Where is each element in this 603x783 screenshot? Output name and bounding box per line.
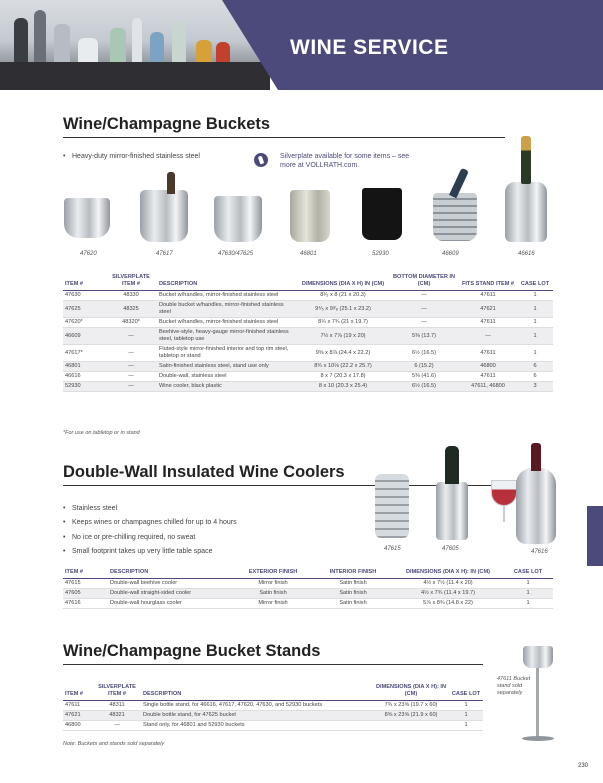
bottle-icon (531, 443, 541, 471)
table-cell: 5⅜ (41.6) (389, 372, 459, 382)
table-cell: — (389, 291, 459, 301)
section-title-stands: Wine/Champagne Bucket Stands (63, 642, 321, 660)
table-cell: 6 (15.2) (389, 362, 459, 372)
table-cell: 1 (517, 318, 553, 328)
table-cell: 47611 (459, 291, 517, 301)
table-cell: — (105, 372, 157, 382)
table-cell: 1 (449, 721, 483, 731)
table-cell: Mirror finish (233, 599, 313, 609)
table-row (63, 345, 553, 362)
table-cell: Wine cooler, black plastic (157, 382, 297, 392)
table-cell: 3 (517, 382, 553, 392)
stands-footnote: Note: Buckets and stands sold separately (63, 741, 165, 747)
coolers-table (63, 567, 553, 609)
column-header: SILVERPLATE ITEM # (105, 272, 157, 291)
wine-bottle-icon (445, 446, 459, 484)
feature-item: • No ice or pre-chilling required, no sweat (63, 531, 237, 545)
table-cell: 6½ (16.5) (389, 382, 459, 392)
product-image-46609 (433, 193, 477, 241)
column-header: CASE LOT (503, 567, 553, 579)
cooler-features (63, 502, 237, 559)
table-cell: Double bucket w/handles, mirror-finished stainless steel (157, 301, 297, 318)
table-footnote: *For use on tabletop or in stand (63, 430, 140, 436)
table-cell: 5⅞ x 8¾ (14.8 x 22) (393, 599, 503, 609)
table-cell: 47620* (63, 318, 105, 328)
table-header-row (63, 567, 553, 579)
table-cell: 6½ (16.5) (389, 345, 459, 362)
table-cell: 1 (517, 301, 553, 318)
table-cell: 47621 (459, 301, 517, 318)
table-cell: Double-wall, stainless steel (157, 372, 297, 382)
table-cell (373, 721, 449, 731)
bucket-features (63, 153, 200, 160)
table-row (63, 589, 553, 599)
column-header: EXTERIOR FINISH (233, 567, 313, 579)
caption-47616: 47616 (531, 549, 548, 555)
feature-item: • Stainless steel (63, 502, 237, 516)
page-number: 230 (578, 763, 589, 769)
table-cell: 47605 (63, 589, 108, 599)
table-cell: 5⅜ (13.7) (389, 328, 459, 345)
table-cell: 9⁴⁄₅ x 9³⁄₈ (25.1 x 23.2) (297, 301, 389, 318)
table-cell: — (93, 721, 141, 731)
table-cell: 1 (517, 328, 553, 345)
table-cell: Beehive-style, heavy-gauge mirror-finished stainless steel, tabletop use (157, 328, 297, 345)
table-cell: 52930 (63, 382, 105, 392)
caption-47617: 47617 (156, 251, 173, 257)
stand-caption: 47611 Bucket stand sold separately (497, 676, 531, 696)
table-cell: 1 (503, 579, 553, 589)
buckets-table (63, 272, 553, 392)
column-header: DESCRIPTION (108, 567, 233, 579)
table-cell: — (105, 328, 157, 345)
table-cell: — (105, 345, 157, 362)
column-header: CASE LOT (517, 272, 553, 291)
table-cell: 47611 (459, 345, 517, 362)
table-cell: 7¾ x 23⅝ (19.7 x 60) (373, 701, 449, 711)
table-cell: 4½ x 7¾ (11.4 x 19.7) (393, 589, 503, 599)
table-cell: 46800 (459, 362, 517, 372)
table-cell: Satin-finished stainless steel, stand use only (157, 362, 297, 372)
table-cell: — (389, 301, 459, 318)
column-header: DESCRIPTION (157, 272, 297, 291)
table-cell: 47617* (63, 345, 105, 362)
column-header: SILVERPLATE ITEM # (93, 682, 141, 701)
feature-item: • Heavy-duty mirror-finished stainless steel (63, 153, 200, 160)
table-cell: 1 (449, 701, 483, 711)
table-row (63, 318, 553, 328)
table-cell: Bucket w/handles, mirror-finished stainless steel (157, 318, 297, 328)
product-image-46801 (290, 190, 330, 242)
table-cell: 47630 (63, 291, 105, 301)
table-cell: 47611 (63, 701, 93, 711)
product-image-47617 (140, 190, 188, 242)
table-cell: — (459, 328, 517, 345)
table-cell: Satin finish (313, 599, 393, 609)
table-cell: 46801 (63, 362, 105, 372)
section-title-coolers: Double-Wall Insulated Wine Coolers (63, 463, 345, 481)
table-cell: 1 (517, 345, 553, 362)
table-cell: 47621 (63, 711, 93, 721)
table-cell: Single bottle stand, for 46616, 47617, 47620, 47630, and 52930 buckets (141, 701, 373, 711)
caption-47605: 47605 (442, 546, 459, 552)
product-image-52930 (362, 188, 402, 240)
table-row (63, 382, 553, 392)
product-image-47605 (436, 482, 468, 540)
table-cell: 8¹⁄₅ x 8 (21 x 20.3) (297, 291, 389, 301)
table-cell: 47616 (63, 599, 108, 609)
caption-47620: 47620 (80, 251, 97, 257)
table-row (63, 301, 553, 318)
table-cell: 48320* (105, 318, 157, 328)
table-cell: 1 (449, 711, 483, 721)
column-header: ITEM # (63, 682, 93, 701)
table-cell: 4½ x 7½ (11.4 x 20) (393, 579, 503, 589)
table-row (63, 372, 553, 382)
column-header: INTERIOR FINISH (313, 567, 393, 579)
column-header: FITS STAND ITEM # (459, 272, 517, 291)
table-cell: 48311 (93, 701, 141, 711)
table-cell: 8 x 10 (20.3 x 25.4) (297, 382, 389, 392)
product-image-47611 (523, 646, 553, 668)
wine-bottle-icon (167, 172, 175, 194)
table-cell: 8⅝ x 23⅝ (21.9 x 60) (373, 711, 449, 721)
feature-item: • Keeps wines or champagnes chilled for up to 4 hours (63, 516, 237, 530)
wine-glass-stem (503, 506, 505, 522)
table-cell: 1 (503, 599, 553, 609)
feature-item: • Small footprint takes up very little table space (63, 545, 237, 559)
product-image-47620 (64, 198, 110, 238)
column-header: DIMENSIONS (DIA X H): IN (CM) (393, 567, 503, 579)
column-header: ITEM # (63, 272, 105, 291)
table-row (63, 362, 553, 372)
table-cell: Satin finish (233, 589, 313, 599)
table-cell: Bucket w/handles, mirror-finished stainless steel (157, 291, 297, 301)
stand-pole (536, 668, 539, 738)
silverplate-icon (254, 153, 268, 167)
section-rule (63, 137, 505, 138)
table-cell: 8¼ x 7¾ (21 x 19.7) (297, 318, 389, 328)
table-cell: Double bottle stand, for 47625 bucket (141, 711, 373, 721)
table-cell: 8 x 7 (20.3 x 17.8) (297, 372, 389, 382)
caption-46616: 46616 (518, 251, 535, 257)
product-image-47615 (375, 474, 409, 538)
caption-47630-47625: 47630/47625 (218, 251, 254, 257)
product-image-46616 (505, 182, 547, 242)
column-header: DIMENSIONS (DIA X H): IN (CM) (373, 682, 449, 701)
table-cell: 9⅝ x 8⅞ (24.4 x 22.2) (297, 345, 389, 362)
table-cell: Fluted-style mirror-finished interior and top rim steel, tabletop or stand (157, 345, 297, 362)
table-cell: Double-wall beehive cooler (108, 579, 233, 589)
wine-glass-icon (491, 480, 517, 506)
table-cell: Satin finish (313, 579, 393, 589)
table-cell: 46616 (63, 372, 105, 382)
table-row (63, 579, 553, 589)
table-cell: 7½ x 7⅞ (19 x 20) (297, 328, 389, 345)
table-cell: — (389, 318, 459, 328)
table-cell: Double-wall hourglass cooler (108, 599, 233, 609)
table-cell: 48330 (105, 291, 157, 301)
caption-46609: 46609 (442, 251, 459, 257)
table-row (63, 711, 483, 721)
caption-52930: 52930 (372, 251, 389, 257)
table-cell: 1 (503, 589, 553, 599)
table-cell: 47611, 46800 (459, 382, 517, 392)
product-image-47630 (214, 196, 262, 242)
table-cell: Double-wall straight-sided cooler (108, 589, 233, 599)
table-cell: Mirror finish (233, 579, 313, 589)
table-cell: 6 (517, 362, 553, 372)
table-row (63, 701, 483, 711)
caption-46801: 46801 (300, 251, 317, 257)
table-cell: 6 (517, 372, 553, 382)
column-header: DESCRIPTION (141, 682, 373, 701)
table-row (63, 721, 483, 731)
table-row (63, 599, 553, 609)
column-header: CASE LOT (449, 682, 483, 701)
table-cell: 47615 (63, 579, 108, 589)
caption-47615: 47615 (384, 546, 401, 552)
table-cell: Satin finish (313, 589, 393, 599)
stand-base (522, 736, 554, 741)
product-image-47616 (516, 468, 556, 544)
column-header: BOTTOM DIAMETER IN (CM) (389, 272, 459, 291)
column-header: DIMENSIONS (DIA X H) IN (CM) (297, 272, 389, 291)
table-cell: — (105, 362, 157, 372)
table-cell: 47611 (459, 318, 517, 328)
silverplate-note: Silverplate available for some items – see more at VOLLRATH.com. (280, 153, 410, 169)
stands-table (63, 682, 483, 731)
table-cell: 1 (517, 291, 553, 301)
table-cell: Stand only, for 46801 and 52930 buckets (141, 721, 373, 731)
side-tab (587, 506, 603, 566)
table-header-row (63, 272, 553, 291)
section-rule (63, 664, 483, 665)
table-row (63, 291, 553, 301)
table-cell: 48321 (93, 711, 141, 721)
table-cell: 46609 (63, 328, 105, 345)
table-cell: — (105, 382, 157, 392)
champagne-bottle-icon (521, 136, 531, 184)
table-cell: 46800 (63, 721, 93, 731)
table-cell: 47611 (459, 372, 517, 382)
section-title-buckets: Wine/Champagne Buckets (63, 115, 271, 133)
table-cell: 48325 (105, 301, 157, 318)
table-header-row (63, 682, 483, 701)
page-title: WINE SERVICE (290, 36, 449, 59)
header-bar-counter (0, 62, 270, 90)
column-header: ITEM # (63, 567, 108, 579)
table-cell: 8¾ x 10⅛ (22.2 x 25.7) (297, 362, 389, 372)
table-cell: 47625 (63, 301, 105, 318)
table-row (63, 328, 553, 345)
